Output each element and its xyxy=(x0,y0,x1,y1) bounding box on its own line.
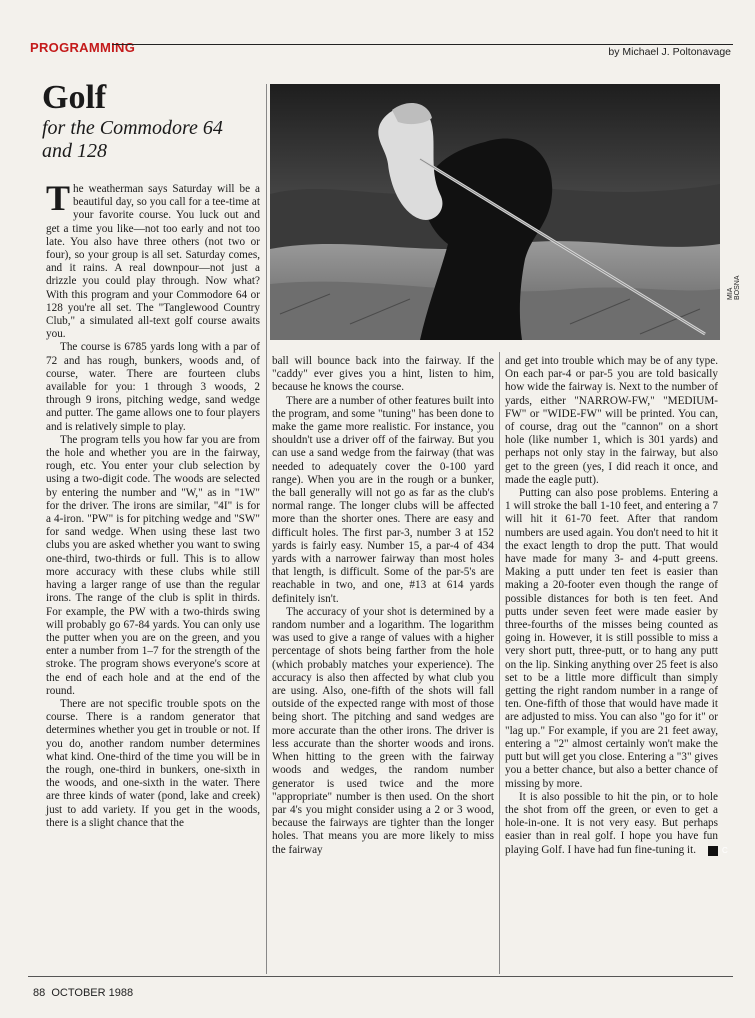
drop-cap: T xyxy=(46,178,71,218)
footer-rule xyxy=(28,976,733,977)
paragraph: and get into trouble which may be of any type. On each par-4 or par-5 you are told basically how wide the fairway is. Next to the number of yards, either "NARROW-FW," "MEDIUM-FW" or "WIDE-FW" will be printed. You can, of course, drag out the "cannon" on a short hole (like number 1, which is 301 yards) and perhaps not only stay in the fairway, but also get to the green (yes, I did reach it once, and made the eagle putt). xyxy=(505,355,718,486)
article-column-2 xyxy=(272,355,494,857)
column-rule xyxy=(266,84,267,974)
paragraph: The program tells you how far you are from the hole and whether you are in the fairway, rough, etc. You enter your club selection by using a two-digit code. The woods are selected by entering the number and "W," as in "1W" for the driver. The irons are similar, "4I" is for a 4-iron. "PW" is for pitching wedge and "SW" for sand wedge. When using these last two clubs you are asked whether you want to swing one-third, two-thirds or full. This is to allow more accuracy with these clubs while still having a larger range of use than the regular irons. The range of the club is split in thirds. For example, the PW with a two-thirds swing will probably go 67-84 yards. You can only use the putter when you are on the green, and you enter a number from 1–7 for the strength of the stroke. The program shows everyone's score at the end of each hole and at the end of the round. xyxy=(46,433,260,697)
section-label: PROGRAMMING xyxy=(30,40,136,55)
header-rule xyxy=(112,44,733,45)
article-subtitle: for the Commodore 64 and 128 xyxy=(42,117,223,162)
issue-date: OCTOBER 1988 xyxy=(51,987,134,999)
paragraph: There are a number of other features built into the program, and some "tuning" has been done to make the game more realistic. For instance, you shouldn't use a driver off of the fairway. But you can use a sand wedge from the fairway (that was needed to adequately cover the 0-100 yard range). When you are in the rough or a bunker, the ball generally will not go as far as the club's normal range. The longer clubs will be affected more than the shorter ones. There are easy and difficult holes. The first par-3, number 3 at 152 yards is fairly easy. Number 15, a par-4 of 434 yards with a narrower fairway than most holes that length, is difficult. Some of the par-5's are reachable in two, and one, #13 at 614 yards definitely isn't. xyxy=(272,394,494,605)
article-title: Golf xyxy=(42,79,107,116)
paragraph: The weatherman says Saturday will be a beautiful day, so you call for a tee-time at your favorite course. You luck out and get a time you like—not too early and not too late. You also have three others (not two or four), so your group is all set. Saturday comes, and it rains. A real downpour—not just a drizzle you could play through. Now what? With this program and your Commodore 64 or 128 you're all set. The "Tanglewood Country Club," a simulated all-text golf course awaits you. xyxy=(46,178,260,341)
paragraph: The course is 6785 yards long with a par of 72 and has rough, bunkers, woods and, of course, water. There are fourteen clubs available for you: 1 through 3 woods, 2 through 9 irons, pitching wedge, sand wedge and putter. The game allows one to four players and is relatively simple to play. xyxy=(46,341,260,433)
paragraph: There are not specific trouble spots on the course. There is a random generator that determines whether you get in trouble or not. If you do, another random number determines what kind. One-third of the time you will be in the rough, one-third in bunkers, one-sixth in the woods, and one-sixth in the water. There are three kinds of water (pond, lake and creek) just to add variety. If you get in the woods, there is a slight chance that the xyxy=(46,697,260,829)
golfer-illustration xyxy=(270,84,720,340)
page-footer xyxy=(33,987,133,999)
paragraph: Putting can also pose problems. Entering a 1 will stroke the ball 1-10 feet, and entering a 7 will hit it 61-70 feet. After that random numbers are used again. You don't need to hit it the exact length to drop the putt. That would have made for many 3- and 4-putt greens. Making a putt under ten feet is easier than making a 20-footer even though the range of possible distances for both is ten feet. And putts under seven feet were made easier by three-fourths of the misses being counted as going in. However, it is still possible to miss a very short putt, three-putt, or to hang any putt on the lip. Sinking anything over 25 feet is also set to be a little more difficult than simply getting the right random number in a range of ten. One-fifth of those that would have made it are adjusted to miss. You can also "go for it" or "lag up." For example, if you are 21 feet away, entering a "2" almost certainly won't make the putt but will get you close. Entering a "3" gives you a better chance, but also a better chance of missing by more. xyxy=(505,487,718,790)
paragraph: It is also possible to hit the pin, or to hole the shot from off the green, or even to get a hole-in-one. It is not very easy. But perhaps easier than in real golf. I hope you have fun playing Golf. I have had fun fine-tuning it. C xyxy=(505,790,728,856)
paragraph: The accuracy of your shot is determined by a random number and a logarithm. The logarithm was used to give a range of values with a higher percentage of shots being farther from the hole (which probably matches your experience). The accuracy is also then affected by what club you are using. Also, one-fifth of the shots will fall outside of the expected range with most of those being short. The pitching and sand wedges are more accurate than the other irons. The driver is less accurate than the shorter woods and irons. When hitting to the green with the fairway woods and wedges, the random number generator is used twice and the more "appropriate" number is then used. On the short par 4's you might consider using a 2 or 3 wood, because the fairways are tighter than the longer holes. That means you are more likely to miss the fairway xyxy=(272,605,494,856)
byline: by Michael J. Poltonavage xyxy=(608,46,731,58)
page-number: 88 xyxy=(33,987,46,999)
article-column-3 xyxy=(505,355,728,857)
column-rule xyxy=(499,352,500,974)
paragraph: ball will bounce back into the fairway. If the "caddy" ever gives you a hint, listen to him, because he knows the course. xyxy=(272,355,494,394)
photo-credit: MIA BOSNA xyxy=(727,275,741,300)
end-mark-icon: C xyxy=(708,846,718,856)
article-column-1 xyxy=(46,178,260,830)
